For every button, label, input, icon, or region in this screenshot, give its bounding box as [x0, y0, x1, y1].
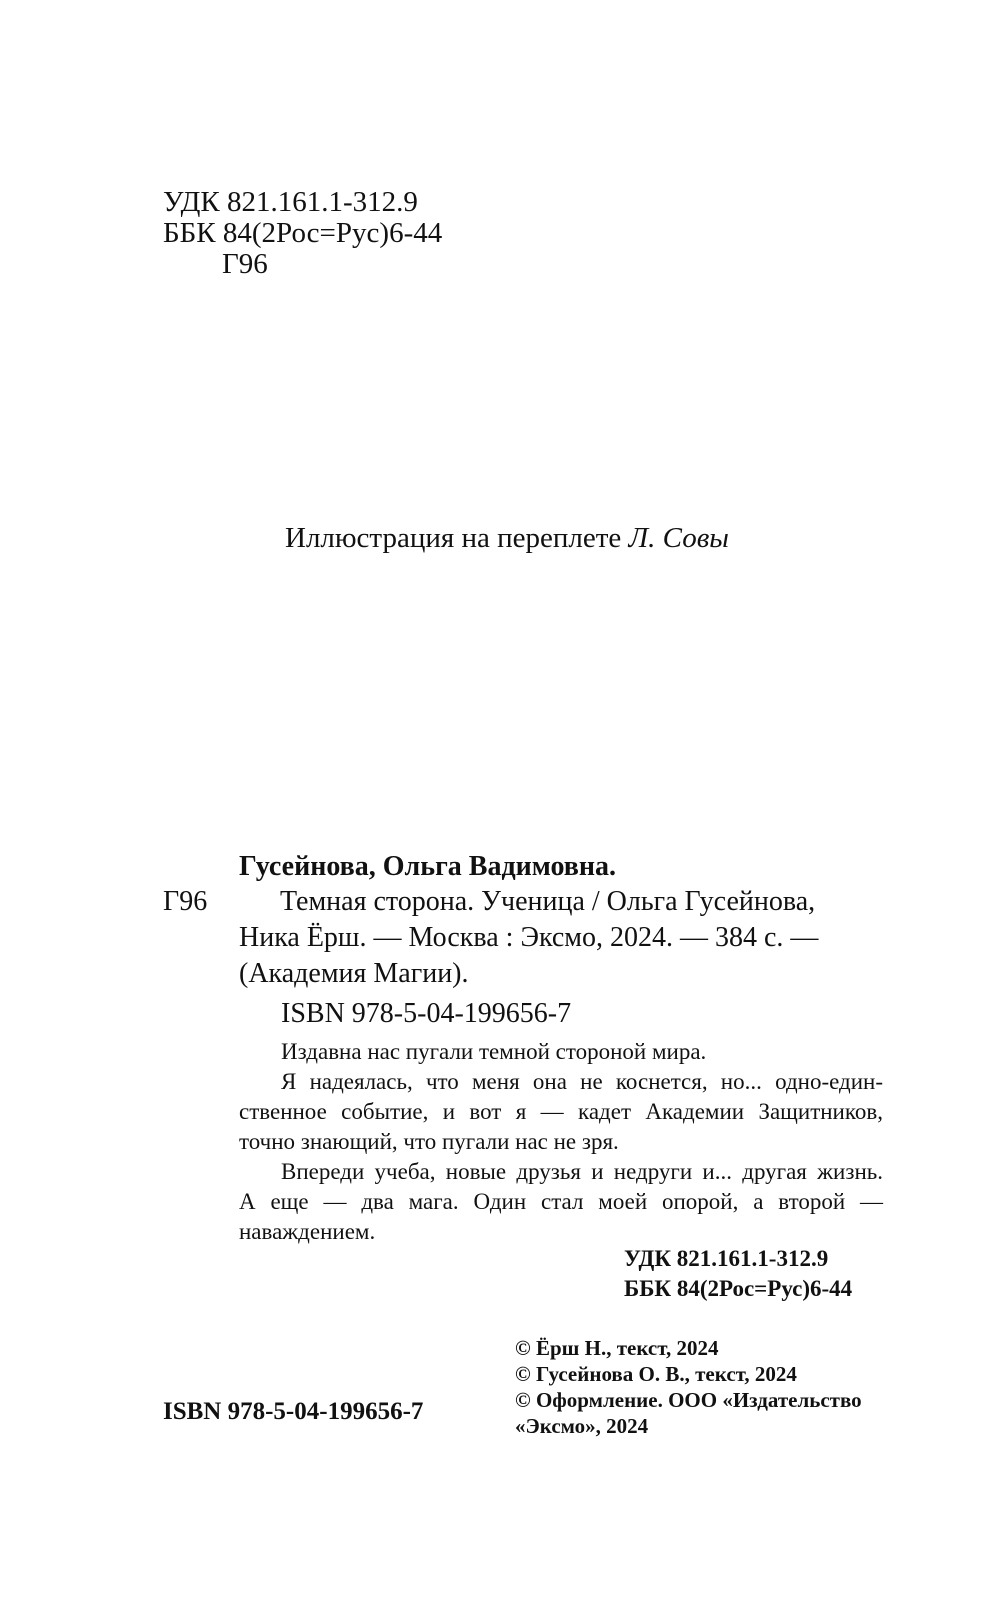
annotation-line: Я надеялась, что меня она не коснется, но... одно-един-: [281, 1069, 883, 1094]
bib-author: Гусейнова, Ольга Вадимовна.: [239, 851, 617, 882]
copyright-line: © Ёрш Н., текст, 2024: [515, 1336, 719, 1360]
annotation-line: Издавна нас пугали темной стороной мира.: [281, 1039, 707, 1064]
top-udk: УДК 821.161.1-312.9: [163, 186, 418, 218]
bottom-udk: УДК 821.161.1-312.9: [624, 1246, 829, 1271]
bib-title-line: Темная сторона. Ученица / Ольга Гусейнова,: [280, 886, 816, 917]
isbn-bottom: ISBN 978-5-04-199656-7: [163, 1398, 424, 1425]
annotation-line: точно знающий, что пугали нас не зря.: [239, 1129, 619, 1154]
annotation-line: ственное событие, и вот я — кадет Академии Защитников,: [239, 1099, 883, 1124]
bottom-bbk: ББК 84(2Рос=Рус)6-44: [624, 1276, 853, 1301]
illustration-credit: [285, 522, 729, 555]
illustration-artist: Л. Совы: [628, 522, 729, 554]
bib-series-line: (Академия Магии).: [239, 958, 469, 989]
bib-code: Г96: [163, 886, 208, 917]
bib-publisher-line: Ника Ёрш. — Москва : Эксмо, 2024. — 384 с. —: [239, 922, 819, 953]
copyright-line: «Эксмо», 2024: [515, 1414, 649, 1438]
annotation-line: Впереди учеба, новые друзья и недруги и... другая жизнь.: [281, 1159, 883, 1184]
illustration-prefix: Иллюстрация на переплете: [285, 522, 622, 554]
annotation-line: А еще — два мага. Один стал моей опорой, а второй —: [239, 1189, 883, 1214]
bib-isbn: ISBN 978-5-04-199656-7: [281, 998, 572, 1029]
top-bbk: ББК 84(2Рос=Рус)6-44: [163, 217, 443, 249]
copyright-line: © Оформление. ООО «Издательство: [515, 1388, 862, 1412]
annotation-line: наваждением.: [239, 1219, 376, 1244]
copyright-line: © Гусейнова О. В., текст, 2024: [515, 1362, 797, 1386]
top-author-mark: Г96: [222, 248, 268, 280]
